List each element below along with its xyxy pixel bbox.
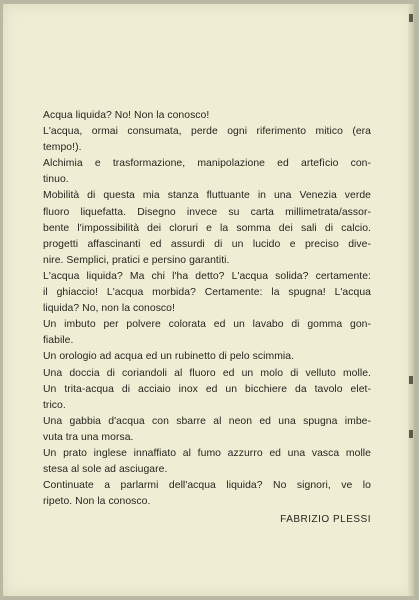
text-line: Un prato inglese innaffiato al fumo azzurro ed una vasca molle [43,447,371,459]
text-line: tempo!). [43,142,82,154]
text-line: Un imbuto per polvere colorata ed un lavabo di gomma gon- [43,319,371,331]
text-line: Acqua liquida? No! Non la conosco! [43,110,210,121]
text-line: bente l'impossibilità dei cloruri e la somma dei sali di calcio. [43,222,371,234]
text-line: Mobilità di questa mia stanza fluttuante in una Venezia verde [43,190,371,202]
text-line: fiabile. [43,335,74,347]
page [3,4,414,596]
text-line: Alchimia e trasformazione, manipolazione ed artefìcio con- [43,158,371,170]
text-line: il ghiaccio! L'acqua morbida? Certamente: la spugna! L'acqua [43,287,371,299]
edge-mark [409,14,413,22]
text-line: stesa al sole ad asciugare. [43,464,168,476]
text-line: trico. [43,399,66,411]
text-line: fluoro liquefatta. Disegno invece su carta millimetrata/assor- [43,206,371,218]
text-line: Una gabbia d'acqua con sbarre al neon ed una spugna imbe- [43,415,371,427]
author-signature: FABRIZIO PLESSI [280,514,371,526]
text-line: ripeto. Non la conosco. [43,496,151,508]
text-line: liquida? No, non la conosco! [43,303,175,315]
text-line: Una doccia di coriandoli al fluoro ed un molo di velluto molle. [43,367,371,379]
text-line: vuta tra una morsa. [43,431,134,443]
text-line: progetti affascinanti ed assurdi di un lucido e preciso dive- [43,238,371,250]
text-line: L'acqua, ormai consumata, perde ogni riferimento mitico (era [43,126,371,138]
text-line: Continuate a parlarmi dell'acqua liquida? No signori, ve lo [43,480,371,492]
text-line: Un orologio ad acqua ed un rubinetto di pelo scimmia. [43,351,295,363]
poem-text [43,108,371,528]
edge-mark [409,376,413,384]
text-line: L'acqua liquida? Ma chi l'ha detto? L'acqua solida? certamente: [43,270,371,282]
page-edge [408,4,414,596]
text-line: Un trita-acqua di acciaio inox ed un bicchiere da tavolo elet- [43,383,371,395]
edge-mark [409,430,413,438]
text-line: nire. Semplici, pratici e persino garantiti. [43,254,230,266]
text-line: tinuo. [43,174,69,186]
